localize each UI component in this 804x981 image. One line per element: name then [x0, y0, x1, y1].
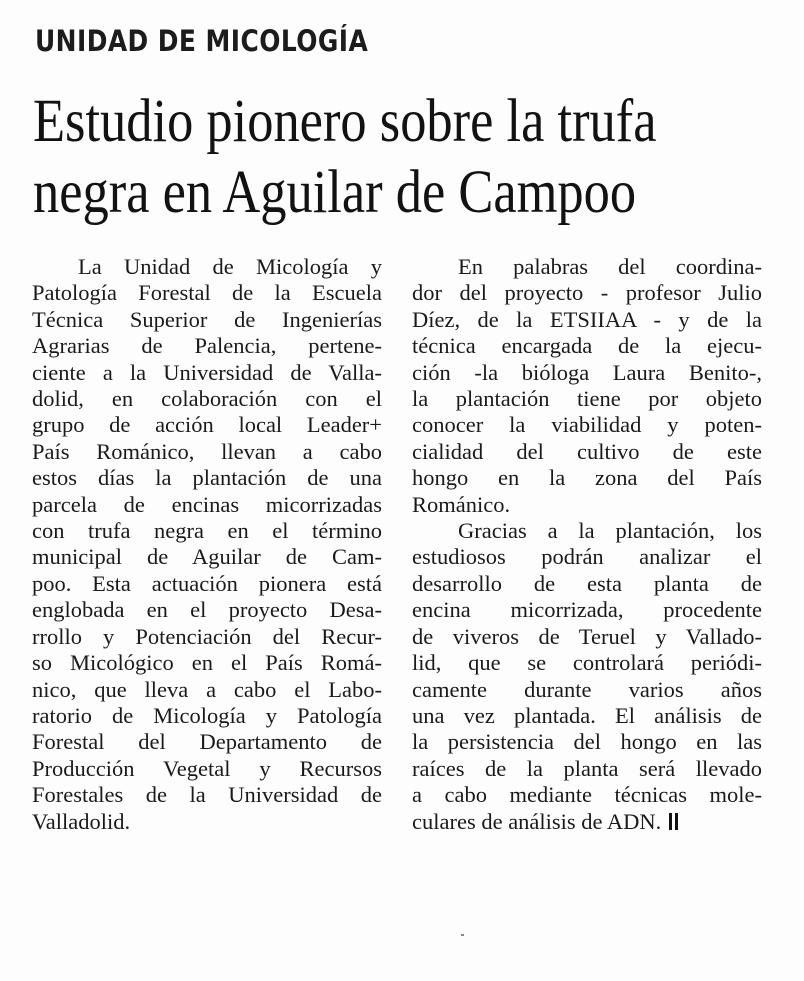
- text-line: grupo de acción local Leader+: [32, 412, 382, 438]
- text-line: encina micorrizada, procedente: [412, 597, 762, 623]
- text-line: poo. Esta actuación pionera está: [32, 570, 382, 596]
- text-line: Producción Vegetal y Recursos: [32, 755, 382, 781]
- article-column-left: [32, 254, 382, 835]
- text-line: con trufa negra en el término: [32, 518, 382, 544]
- end-of-article-mark: [669, 813, 678, 830]
- section-label: UNIDAD DE MICOLOGÍA: [35, 24, 369, 58]
- text-line: Románico.: [412, 491, 511, 517]
- text-line: nico, que lleva a cabo el Labo-: [32, 676, 382, 702]
- text-line: parcela de encinas micorrizadas: [32, 491, 382, 517]
- print-speck: [461, 934, 464, 936]
- text-line: ratorio de Micología y Patología: [32, 702, 382, 728]
- text-line: a cabo mediante técnicas mole-: [412, 782, 762, 808]
- text-line: Gracias a la plantación, los: [458, 518, 762, 544]
- headline: [33, 86, 687, 228]
- text-line: País Románico, llevan a cabo: [32, 438, 382, 464]
- text-line: raíces de la planta será llevado: [412, 755, 762, 781]
- headline-line: Estudio pionero sobre la trufa: [33, 88, 657, 155]
- text-line: una vez plantada. El análisis de: [412, 702, 762, 728]
- text-line: rrollo y Potenciación del Recur-: [32, 623, 382, 649]
- text-line: camente durante varios años: [412, 676, 762, 702]
- text-line: municipal de Aguilar de Cam-: [32, 544, 382, 570]
- text-line: lid, que se controlará periódi-: [412, 650, 762, 676]
- text-line: dolid, en colaboración con el: [32, 386, 382, 412]
- text-line: ción -la bióloga Laura Benito-,: [412, 359, 762, 385]
- text-line: estudiosos podrán analizar el: [412, 544, 762, 570]
- text-line: Forestal del Departamento de: [32, 729, 382, 755]
- text-line: técnica encargada de la ejecu-: [412, 333, 762, 359]
- text-line: Valladolid.: [32, 808, 131, 834]
- text-line: Agrarias de Palencia, pertene-: [32, 333, 382, 359]
- text-line: englobada en el proyecto Desa-: [32, 597, 382, 623]
- text-line: dor del proyecto - profesor Julio: [412, 280, 762, 306]
- text-line-final-text: culares de análisis de ADN.: [412, 808, 662, 834]
- text-line: la plantación tiene por objeto: [412, 386, 762, 412]
- article-column-right: [412, 254, 762, 835]
- text-line: En palabras del coordina-: [458, 254, 762, 279]
- text-line: desarrollo de esta planta de: [412, 570, 762, 596]
- text-line: la persistencia del hongo en las: [412, 729, 762, 755]
- text-line: hongo en la zona del País: [412, 465, 762, 491]
- text-line: conocer la viabilidad y poten-: [412, 412, 762, 438]
- text-line: La Unidad de Micología y: [78, 254, 382, 279]
- text-line: cialidad del cultivo de este: [412, 438, 762, 464]
- text-line: Díez, de la ETSIIAA - y de la: [412, 306, 762, 332]
- text-line-final: [412, 809, 762, 835]
- text-line: ciente a la Universidad de Valla-: [32, 359, 382, 385]
- text-line: Técnica Superior de Ingenierías: [32, 306, 382, 332]
- text-line: de viveros de Teruel y Vallado-: [412, 623, 762, 649]
- text-line: Forestales de la Universidad de: [32, 782, 382, 808]
- text-line: estos días la plantación de una: [32, 465, 382, 491]
- text-line: Patología Forestal de la Escuela: [32, 280, 382, 306]
- text-line: so Micológico en el País Romá-: [32, 650, 382, 676]
- headline-line: negra en Aguilar de Campoo: [33, 159, 637, 226]
